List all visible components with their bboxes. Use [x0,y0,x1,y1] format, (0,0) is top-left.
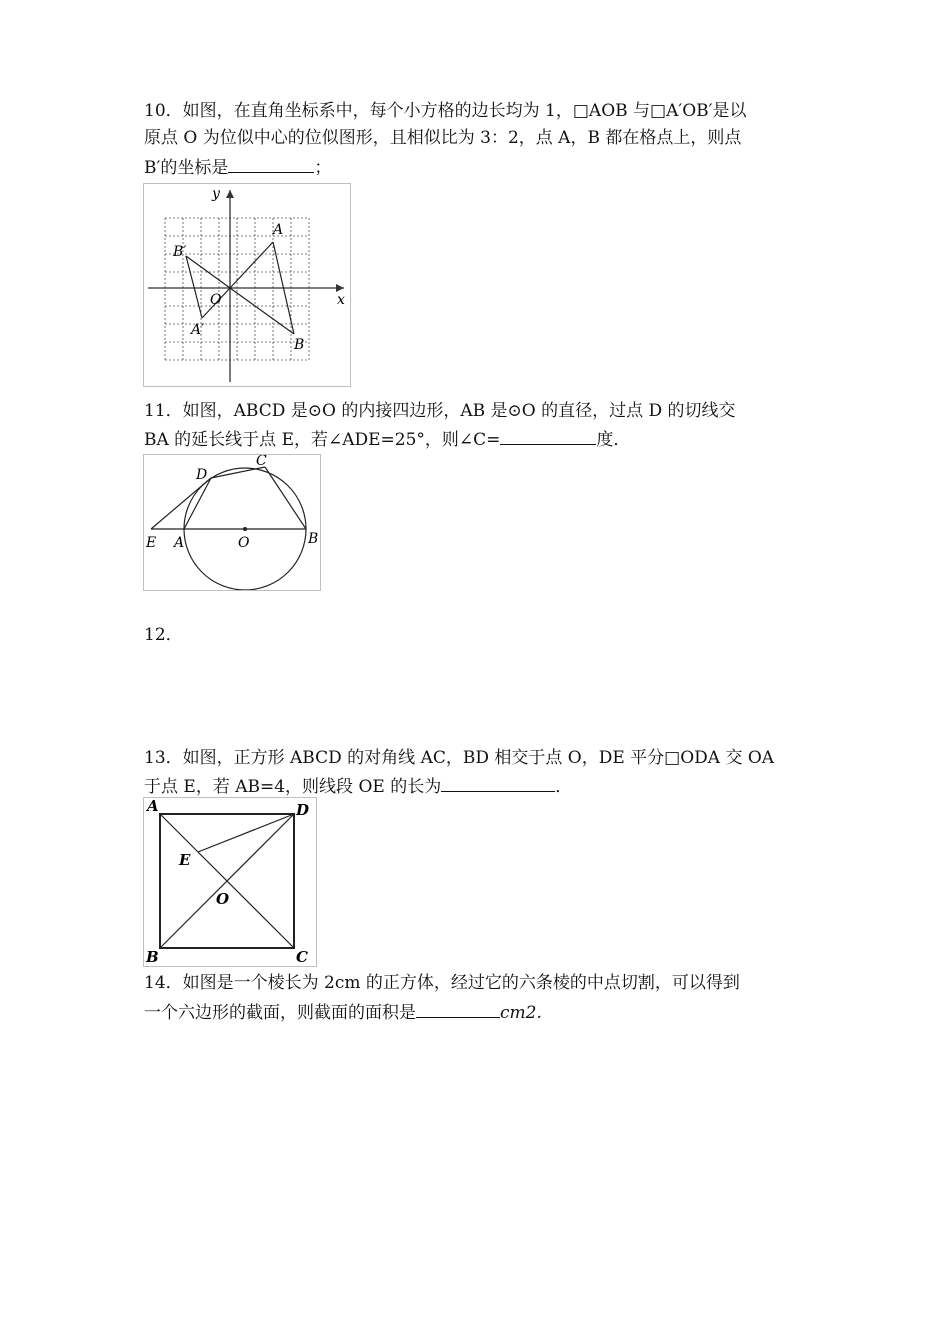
q10-label-x: x [337,292,345,308]
q11-line-2 [144,426,630,451]
q13-label-a: A [147,798,159,815]
q10-line-3 [144,154,331,179]
q11-lines [151,467,306,529]
q11-label-d: D [196,467,208,483]
q13-label-e: E [179,851,191,869]
q10-line-3-suffix: ； [314,158,332,178]
q12-line-1: 12． [144,625,183,645]
q10-line-1: 10．如图，在直角坐标系中，每个小方格的边长均为 1，□AOB 与□A′OB′是以 [144,101,747,121]
q13-line-1: 13．如图，正方形 ABCD 的对角线 AC，BD 相交于点 O，DE 平分□ODA 交 OA [144,748,775,768]
q10-label-a-prime: A′ [191,322,205,338]
q13-answer-blank[interactable] [441,773,555,792]
q13-lines [160,814,294,948]
q13-figure-svg [144,798,316,966]
q10-answer-blank[interactable] [228,154,314,173]
q13-line-2-suffix: ． [555,777,573,797]
q11-center-point [243,527,247,531]
q11-circle-figure [143,454,321,591]
q10-line-2: 原点 O 为位似中心的位似图形，且相似比为 3：2，点 A，B 都在格点上，则点 [144,128,742,148]
q14-line-1: 14．如图是一个棱长为 2cm 的正方体，经过它的六条棱的中点切割，可以得到 [144,973,740,993]
q11-label-a: A [174,535,185,551]
q11-line-2-suffix: 度． [596,430,631,450]
q10-label-a: A [273,222,284,238]
q10-grid [165,218,309,360]
q11-answer-blank[interactable] [500,426,596,445]
q11-figure-svg [144,455,320,590]
q11-label-c: C [256,455,267,469]
q10-label-o: O [210,292,222,308]
q10-y-axis-arrow [226,190,234,198]
q10-label-b-prime: B′ [173,244,187,260]
q13-line-2-text: 于点 E，若 AB=4，则线段 OE 的长为 [144,777,442,797]
q10-coordinate-figure [143,183,351,387]
q10-label-y: y [212,186,220,202]
q13-line-2 [144,773,572,798]
q13-label-c: C [296,948,308,966]
q11-line-2-text: BA 的延长线于点 E，若∠ADE=25°，则∠C= [144,430,501,450]
q10-figure-svg [144,184,350,386]
q10-label-b: B [294,337,305,353]
q10-x-axis-arrow [336,284,344,292]
q13-label-d: D [296,801,310,819]
q11-label-e: E [146,535,157,551]
q14-line-2 [144,999,542,1024]
q13-square-figure [143,797,317,967]
q10-line-3-text: B′的坐标是 [144,158,229,178]
q11-line-1: 11．如图，ABCD 是⊙O 的内接四边形，AB 是⊙O 的直径，过点 D 的切线交 [144,401,736,421]
q14-line-2-unit: cm2. [500,1003,542,1023]
q13-label-b: B [146,948,159,966]
q11-label-b: B [308,531,319,547]
q11-label-o: O [238,535,250,551]
q14-answer-blank[interactable] [416,999,500,1018]
q14-line-2-text: 一个六边形的截面，则截面的面积是 [144,1003,416,1023]
q13-label-o: O [216,890,230,908]
